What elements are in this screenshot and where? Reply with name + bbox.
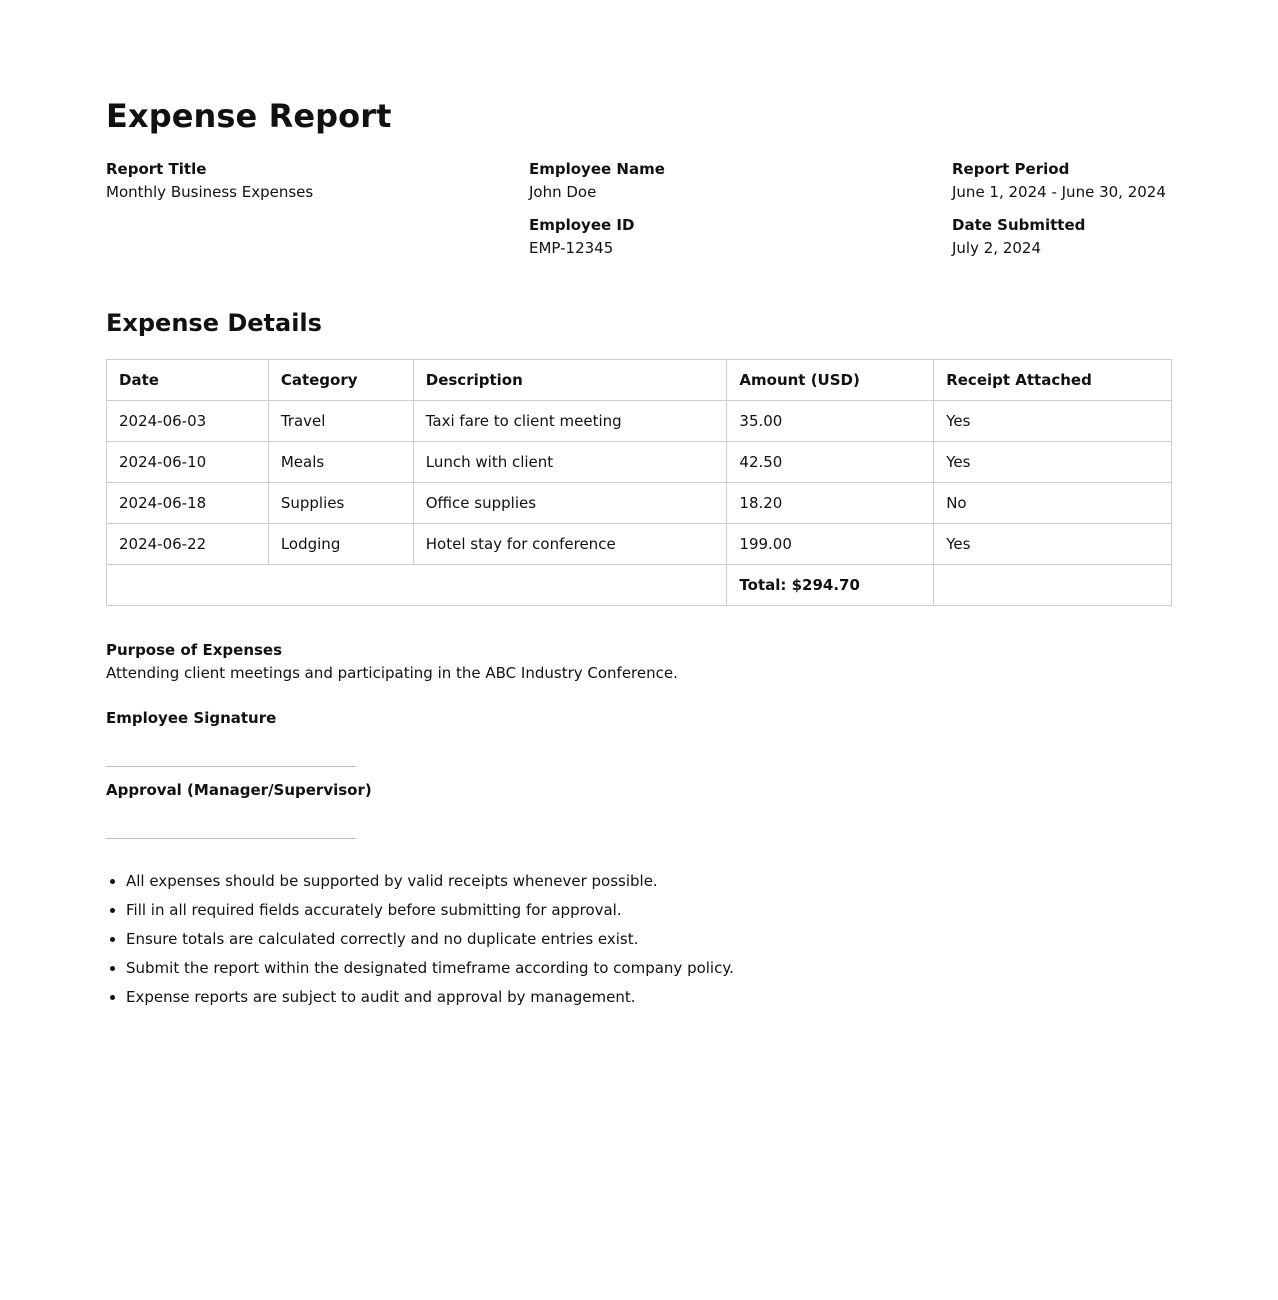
report-title-field — [106, 158, 313, 214]
report-period-value: June 1, 2024 - June 30, 2024 — [952, 183, 1166, 201]
report-period-label: Report Period — [952, 160, 1070, 178]
cell-date: 2024-06-18 — [107, 483, 269, 524]
cell-receipt: No — [934, 483, 1172, 524]
cell-date: 2024-06-10 — [107, 442, 269, 483]
report-title-value: Monthly Business Expenses — [106, 183, 314, 201]
cell-date: 2024-06-03 — [107, 401, 269, 442]
meta-column-2 — [529, 158, 665, 270]
cell-category: Meals — [268, 442, 413, 483]
table-row — [107, 524, 1172, 565]
cell-date: 2024-06-22 — [107, 524, 269, 565]
cell-category: Supplies — [268, 483, 413, 524]
employee-name-value: John Doe — [529, 183, 597, 201]
meta-column-3 — [952, 158, 1166, 270]
cell-receipt: Yes — [934, 524, 1172, 565]
column-header-category: Category — [268, 360, 413, 401]
column-header-description: Description — [413, 360, 727, 401]
report-title-label: Report Title — [106, 160, 207, 178]
table-total-row — [107, 565, 1172, 606]
meta-column-1 — [106, 158, 313, 214]
cell-description: Office supplies — [413, 483, 727, 524]
employee-id-field — [529, 214, 665, 270]
employee-signature-label: Employee Signature — [106, 709, 277, 727]
date-submitted-label: Date Submitted — [952, 216, 1086, 234]
list-item: • Expense reports are subject to audit and approval by management. — [126, 983, 1172, 1012]
purpose-text: Attending client meetings and participating in the ABC Industry Conference. — [106, 664, 678, 682]
cell-description: Hotel stay for conference — [413, 524, 727, 565]
cell-description: Lunch with client — [413, 442, 727, 483]
expense-report-page — [106, 94, 1172, 1012]
employee-signature-section — [106, 707, 1172, 767]
cell-category: Travel — [268, 401, 413, 442]
report-period-field — [952, 158, 1166, 214]
employee-id-value: EMP-12345 — [529, 239, 614, 257]
list-item: • Fill in all required fields accurately before submitting for approval. — [126, 896, 1172, 925]
column-header-amount: Amount (USD) — [727, 360, 934, 401]
cell-amount: 35.00 — [727, 401, 934, 442]
total-spacer-cell — [107, 565, 727, 606]
cell-amount: 18.20 — [727, 483, 934, 524]
report-meta — [106, 158, 1172, 278]
policy-notes-list — [106, 867, 1172, 1012]
purpose-section — [106, 639, 1172, 685]
expense-details-heading: Expense Details — [106, 309, 322, 337]
list-item: • Submit the report within the designated timeframe according to company policy. — [126, 954, 1172, 983]
list-item: • All expenses should be supported by valid receipts whenever possible. — [126, 867, 1172, 896]
purpose-label: Purpose of Expenses — [106, 641, 283, 659]
cell-receipt: Yes — [934, 442, 1172, 483]
page-title: Expense Report — [106, 97, 392, 135]
approval-label: Approval (Manager/Supervisor) — [106, 781, 372, 799]
approval-section — [106, 779, 1172, 839]
table-row — [107, 483, 1172, 524]
table-row — [107, 442, 1172, 483]
date-submitted-value: July 2, 2024 — [952, 239, 1041, 257]
total-amount: Total: $294.70 — [727, 565, 934, 606]
expense-table — [106, 359, 1172, 606]
approval-signature-line[interactable] — [106, 838, 356, 839]
column-header-date: Date — [107, 360, 269, 401]
table-header-row — [107, 360, 1172, 401]
cell-receipt: Yes — [934, 401, 1172, 442]
cell-amount: 42.50 — [727, 442, 934, 483]
cell-category: Lodging — [268, 524, 413, 565]
date-submitted-field — [952, 214, 1166, 270]
column-header-receipt: Receipt Attached — [934, 360, 1172, 401]
employee-signature-line[interactable] — [106, 766, 356, 767]
employee-name-label: Employee Name — [529, 160, 665, 178]
list-item: • Ensure totals are calculated correctly and no duplicate entries exist. — [126, 925, 1172, 954]
cell-description: Taxi fare to client meeting — [413, 401, 727, 442]
total-empty-cell — [934, 565, 1172, 606]
cell-amount: 199.00 — [727, 524, 934, 565]
employee-name-field — [529, 158, 665, 214]
employee-id-label: Employee ID — [529, 216, 635, 234]
table-row — [107, 401, 1172, 442]
